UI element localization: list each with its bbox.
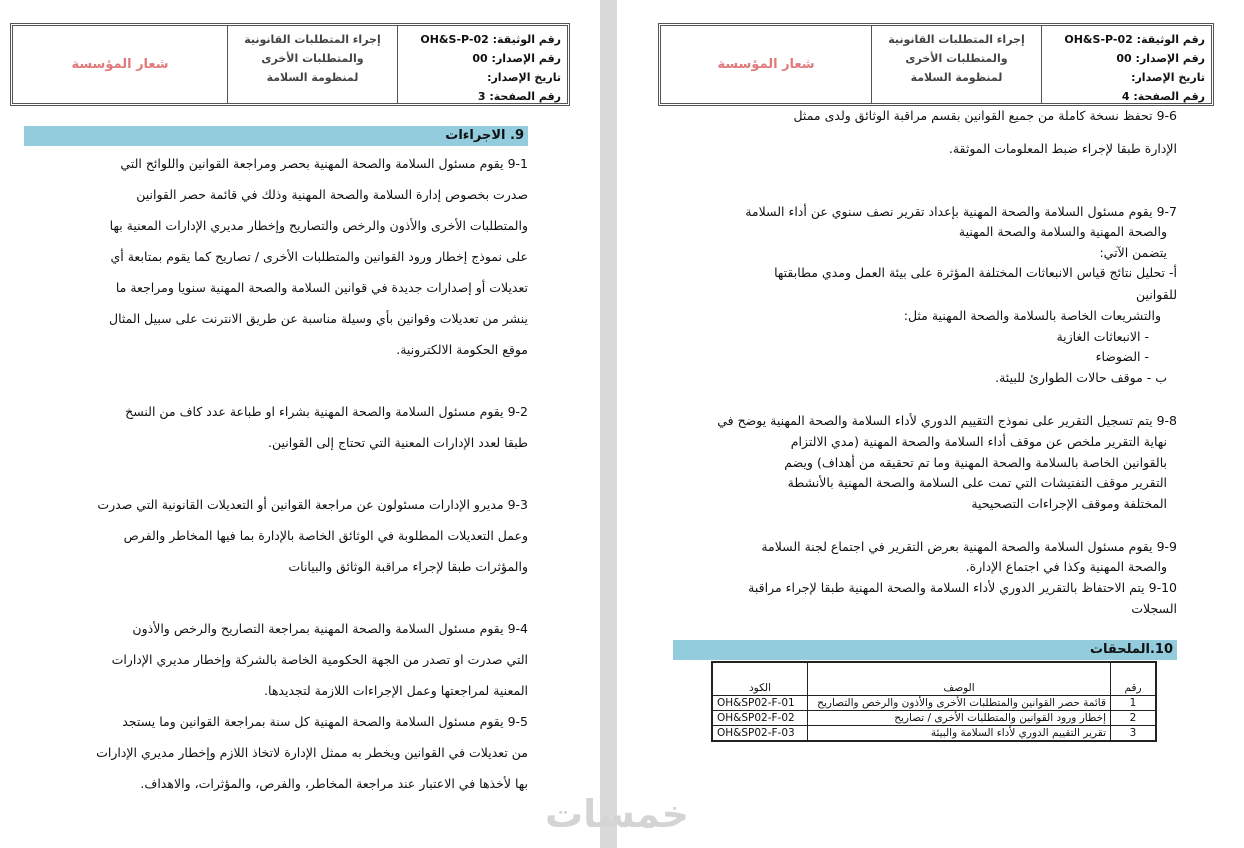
table-row: [712, 726, 1156, 742]
title-line: إجراء المتطلبات القانونية: [888, 33, 1025, 46]
doc-info: [1041, 26, 1211, 103]
text-line: 9-8 يتم تسجيل التقرير على نموذج التقييم الدوري لأداء السلامة والصحة المهنية يوضح في: [717, 413, 1177, 428]
text-line: على نموذج إخطار ورود القوانين والمتطلبات الأخرى / تصاريح كما يقوم بمتابعة أي: [110, 249, 528, 264]
text-line: موقع الحكومة الالكترونية.: [396, 342, 528, 357]
org-logo-placeholder: شعار المؤسسة: [717, 57, 815, 72]
title-line: لمنظومة السلامة: [910, 71, 1003, 84]
doc-info: [397, 26, 567, 103]
text-line: الإدارة طبقا لإجراء ضبط المعلومات الموثقة.: [948, 141, 1177, 156]
text-line: من تعديلات في القوانين ويخطر به ممثل الإدارة لاتخاذ اللازم وإخطار مديري الإدارات: [96, 745, 528, 760]
text-line: يتضمن الآتي:: [1099, 245, 1167, 260]
title-line: والمتطلبات الأخرى: [261, 52, 364, 65]
text-line: تعديلات أو إصدارات جديدة في قوانين السلامة والصحة المهنية سنويا ومراجعة ما: [115, 280, 528, 295]
row-description: إخطار ورود القوانين والمتطلبات الأخرى / تصاريح: [808, 711, 1111, 726]
doc-number: رقم الوثيقة: OH&S-P-02: [1064, 33, 1205, 46]
col-header-number: رقم: [1111, 662, 1157, 696]
document-page-4: [617, 0, 1244, 848]
section-heading: 9. الاجراءات: [24, 126, 528, 146]
text-line: السجلات: [1131, 601, 1177, 616]
row-code: OH&SP02-F-03: [712, 726, 808, 742]
page-number: رقم الصفحة: 3: [477, 90, 561, 103]
row-number: 2: [1111, 711, 1157, 726]
issue-date: تاريخ الإصدار:: [487, 71, 561, 84]
text-line: 9-4 يقوم مسئول السلامة والصحة المهنية بمراجعة التصاريح والرخص والأذون: [132, 621, 528, 636]
text-line: بها لأخذها في الاعتبار عند مراجعة المخاطر، والفرص، والمؤثرات، والاهداف.: [140, 776, 528, 791]
title-line: والمتطلبات الأخرى: [905, 52, 1008, 65]
text-line: والصحة المهنية وكذا في اجتماع الإدارة.: [965, 559, 1167, 574]
text-line: المعنية لمراجعتها وعمل الإجراءات اللازمة لتجديدها.: [264, 683, 528, 698]
text-line: 9-2 يقوم مسئول السلامة والصحة المهنية بشراء او طباعة عدد كاف من النسخ: [125, 404, 528, 419]
row-number: 1: [1111, 696, 1157, 711]
org-logo-placeholder: شعار المؤسسة: [71, 57, 169, 72]
col-header-description: الوصف: [808, 662, 1111, 696]
doc-title: [871, 26, 1041, 103]
row-description: قائمة حصر القوانين والمتطلبات الأخرى والأذون والرخص والتصاريح: [808, 696, 1111, 711]
issue-number: رقم الإصدار: 00: [1116, 52, 1205, 65]
text-line: 9-3 مديرو الإدارات مسئولون عن مراجعة القوانين أو التعديلات القانونية التي صدرت: [97, 497, 528, 512]
col-header-code: الكود: [712, 662, 808, 696]
text-line: والتشريعات الخاصة بالسلامة والصحة المهنية مثل:: [903, 308, 1161, 323]
title-line: إجراء المتطلبات القانونية: [244, 33, 381, 46]
text-line: طبقا لعدد الإدارات المعنية التي تحتاج إلى القوانين.: [268, 435, 528, 450]
text-line: وعمل التعديلات المطلوبة في الوثائق الخاصة بالإدارة بما فيها المخاطر والفرص: [123, 528, 528, 543]
text-line: التي صدرت او تصدر من الجهة الحكومية الخاصة بالشركة وإخطار مديري الإدارات: [111, 652, 528, 667]
text-line: المختلفة وموقف الإجراءات التصحيحية: [971, 496, 1167, 511]
paragraph-9-2: [24, 396, 528, 458]
doc-title: [227, 26, 397, 103]
text-line: ب - موقف حالات الطوارئ للبيئة.: [995, 370, 1167, 385]
text-line: للقوانين: [1136, 287, 1177, 302]
text-line: 9-7 يقوم مسئول السلامة والصحة المهنية بإعداد تقرير نصف سنوي عن أداء السلامة: [745, 204, 1177, 219]
text-line: والصحة المهنية والسلامة والصحة المهنية: [958, 224, 1167, 239]
title-line: لمنظومة السلامة: [266, 71, 359, 84]
row-code: OH&SP02-F-01: [712, 696, 808, 711]
table-row: [712, 696, 1156, 711]
row-code: OH&SP02-F-02: [712, 711, 808, 726]
text-line: 9-1 يقوم مسئول السلامة والصحة المهنية بحصر ومراجعة القوانين واللوائح التي: [120, 156, 528, 171]
text-line: والمتطلبات الأخرى والأذون والرخص والتصاريح وإخطار مديري الإدارات المعنية بها: [109, 218, 528, 233]
table-row: [712, 711, 1156, 726]
text-line: والمؤثرات طبقا لإجراء مراقبة الوثائق والبيانات: [288, 559, 528, 574]
page-header: [658, 23, 1214, 106]
text-line: التقرير موقف التفتيشات التي تمت على السلامة والصحة المهنية بالأنشطة: [787, 475, 1167, 490]
table-header-row: [712, 662, 1156, 696]
text-line: ينشر من تعديلات وقوانين بأي وسيلة مناسبة عن طريق الانترنت على سبيل المثال: [109, 311, 528, 326]
issue-number: رقم الإصدار: 00: [472, 52, 561, 65]
document-page-3: [0, 0, 600, 848]
text-line: 9-6 تحفظ نسخة كاملة من جميع القوانين بقسم مراقبة الوثائق ولدى ممثل: [793, 108, 1177, 123]
text-line: - الضوضاء: [1095, 349, 1149, 364]
text-line: نهاية التقرير ملخص عن موقف أداء السلامة والصحة المهنية (مدي الالتزام: [790, 434, 1167, 449]
row-number: 3: [1111, 726, 1157, 742]
text-line: 9-9 يقوم مسئول السلامة والصحة المهنية بعرض التقرير في اجتماع لجنة السلامة: [761, 539, 1177, 554]
watermark-logo: خمسات: [545, 792, 689, 836]
text-line: 9-5 يقوم مسئول السلامة والصحة المهنية كل سنة بمراجعة القوانين وما يستجد: [122, 714, 528, 729]
paragraph-9-1: [24, 148, 528, 365]
text-line: - الانبعاثات الغازية: [1056, 329, 1149, 344]
page-header: [10, 23, 570, 106]
doc-number: رقم الوثيقة: OH&S-P-02: [420, 33, 561, 46]
text-line: بالقوانين الخاصة بالسلامة والصحة المهنية وما تم تحقيقه من أهداف) ويضم: [784, 455, 1167, 470]
annex-table: [711, 661, 1157, 742]
text-line: 9-10 يتم الاحتفاظ بالتقرير الدوري لأداء السلامة والصحة المهنية طبقا لإجراء مراقبة: [748, 580, 1177, 595]
text-line: صدرت بخصوص إدارة السلامة والصحة المهنية وذلك في قائمة حصر القوانين: [136, 187, 528, 202]
paragraph-9-4-9-5: [24, 613, 528, 799]
procedures-body: [24, 148, 528, 799]
paragraph-9-3: [24, 489, 528, 582]
page-gutter: [600, 0, 617, 848]
section-heading: 10.الملحقات: [673, 640, 1177, 660]
row-description: تقرير التقييم الدوري لأداء السلامة والبيئة: [808, 726, 1111, 742]
issue-date: تاريخ الإصدار:: [1131, 71, 1205, 84]
text-line: أ- تحليل نتائج قياس الانبعاثات المختلفة المؤثرة على بيئة العمل ومدي مطابقتها: [774, 265, 1177, 280]
page-number: رقم الصفحة: 4: [1121, 90, 1205, 103]
